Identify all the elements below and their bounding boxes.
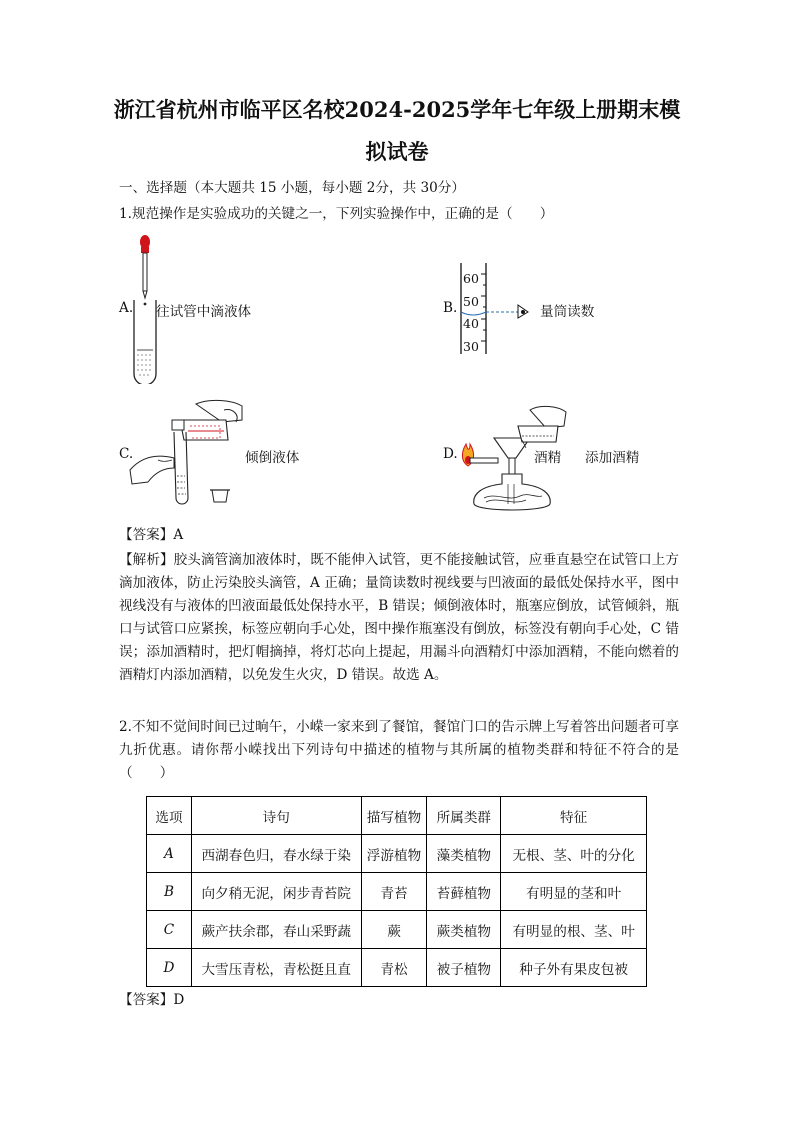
- table-cell-plant: 浮游植物: [361, 835, 427, 873]
- table-row: [147, 873, 647, 911]
- table-cell-feature: 有明显的根、茎、叶: [501, 911, 647, 949]
- question-1-stem: 1.规范操作是实验成功的关键之一，下列实验操作中，正确的是（ ）: [119, 206, 554, 222]
- scale-tick-label: 50: [463, 293, 479, 309]
- question-2-stem: 2.不知不觉间时间已过晌午，小嵘一家来到了餐馆，餐馆门口的告示牌上写着答出问题者可享九折优惠。请你帮小嵘找出下列诗句中描述的植物与其所属的植物类群和特征不符合的是（ ）: [119, 719, 679, 781]
- scale-tick-label: 30: [463, 338, 479, 354]
- table-cell-poem: 蕨产扶余郡，春山采野蔬: [191, 911, 361, 949]
- table-cell-feature: 有明显的茎和叶: [501, 873, 647, 911]
- table-cell-poem: 大雪压青松，青松挺且直: [191, 949, 361, 987]
- table-cell-feature: 无根、茎、叶的分化: [501, 835, 647, 873]
- table-cell-plant: 青松: [361, 949, 427, 987]
- scale-tick-label: 60: [463, 271, 479, 286]
- option-d-label: D.: [443, 446, 458, 462]
- table-header-row: [147, 797, 647, 835]
- table-cell-option: D: [147, 949, 192, 987]
- option-c-text: 倾倒液体: [245, 450, 300, 466]
- cylinder-scale: [463, 268, 479, 358]
- table-header-cell: 所属类群: [427, 797, 501, 835]
- table-cell-poem: 西湖春色归，春水绿于染: [191, 835, 361, 873]
- table-cell-group: 藻类植物: [427, 835, 501, 873]
- table-row: [147, 835, 647, 873]
- table-cell-group: 苔藓植物: [427, 873, 501, 911]
- scale-tick-label: 40: [463, 316, 479, 331]
- question-2-answer: 【答案】D: [119, 992, 185, 1008]
- table-cell-option: C: [147, 911, 192, 949]
- option-b-text: 量筒读数: [540, 304, 595, 320]
- table-cell-poem: 向夕稍无泥，闲步青苔院: [191, 873, 361, 911]
- table-header-cell: 描写植物: [361, 797, 427, 835]
- option-c-label: C.: [119, 446, 134, 462]
- question-2-table: [146, 796, 647, 987]
- option-b-label: B.: [443, 300, 458, 316]
- table-row: [147, 911, 647, 949]
- option-a-text: 往试管中滴液体: [156, 304, 252, 320]
- table-cell-plant: 蕨: [361, 911, 427, 949]
- question-1-analysis: 【解析】胶头滴管滴加液体时，既不能伸入试管，更不能接触试管，应垂直悬空在试管口上方滴加液体，防止污染胶头滴管，A 正确；量筒读数时视线要与凹液面的最低处保持水平，图中视线没有与液体的凹液面最低处保持水平，B 错误；倾倒液体时，瓶塞应倒放，试管倾斜，瓶口与试管口应紧挨，标签应朝向手心处，图中操作瓶塞没有倒放，标签没有朝向手心处，C 错误；添加酒精时，把灯帽摘掉，将灯芯向上提起，用漏斗向酒精灯中添加酒精，不能向燃着的酒精灯内添加酒精，以免发生火灾，D 错误。故选 A。: [119, 552, 679, 683]
- document-title-line2: 拟试卷: [365, 139, 429, 164]
- table-header-cell: 选项: [147, 797, 192, 835]
- table-row: [147, 949, 647, 987]
- option-d-text: 添加酒精: [585, 450, 640, 466]
- pouring-liquid-illustration: [128, 398, 250, 510]
- section-heading: 一、选择题（本大题共 15 小题，每小题 2分，共 30分）: [119, 180, 465, 196]
- table-header-cell: 特征: [501, 797, 647, 835]
- alcohol-bottle-label: 酒精: [534, 450, 562, 466]
- option-a-label: A.: [119, 300, 134, 316]
- table-cell-feature: 种子外有果皮包被: [501, 949, 647, 987]
- document-title-line1: 浙江省杭州市临平区名校2024-2025学年七年级上册期末模: [113, 97, 681, 122]
- table-cell-option: B: [147, 873, 192, 911]
- table-cell-plant: 青苔: [361, 873, 427, 911]
- table-cell-option: A: [147, 835, 192, 873]
- table-header-cell: 诗句: [191, 797, 361, 835]
- table-cell-group: 蕨类植物: [427, 911, 501, 949]
- question-1-answer: 【答案】A: [119, 527, 184, 543]
- table-cell-group: 被子植物: [427, 949, 501, 987]
